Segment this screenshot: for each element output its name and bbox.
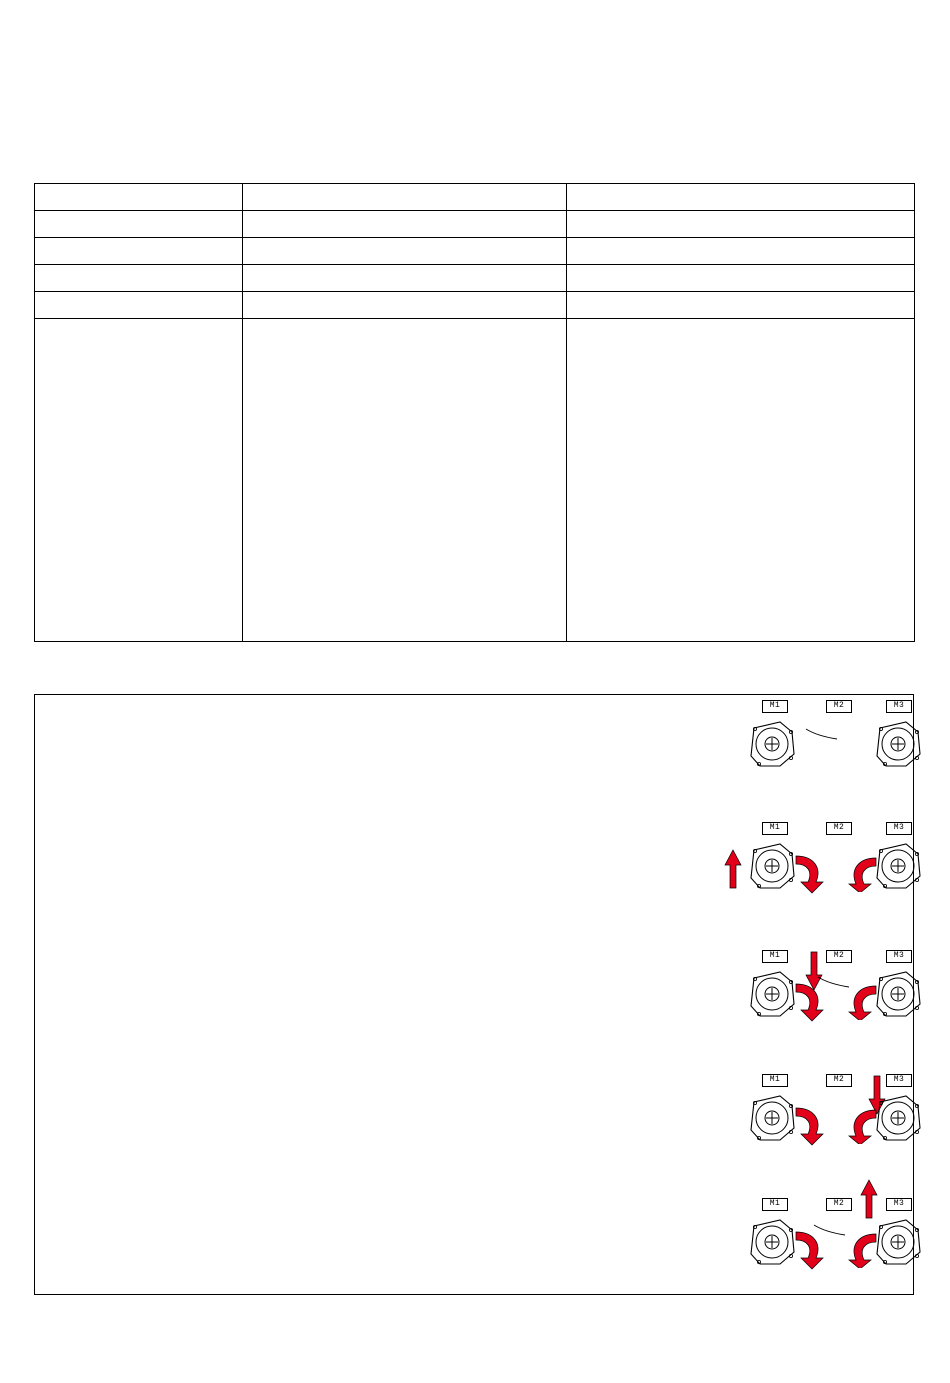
table-cell — [243, 211, 567, 238]
table-cell — [567, 319, 915, 642]
label-m2: M2 — [826, 1074, 852, 1087]
arrow-rotate-cw-icon — [792, 854, 826, 894]
table-cell — [243, 319, 567, 642]
motor-m3-icon — [872, 718, 924, 770]
table-row — [35, 265, 915, 292]
motor-m1-icon — [746, 718, 798, 770]
motor-m1-icon — [746, 1092, 798, 1144]
motor-m3-icon — [872, 1092, 924, 1144]
table-row — [35, 238, 915, 265]
table-cell — [567, 184, 915, 211]
label-m3: M3 — [886, 950, 912, 963]
motor-m3-icon — [872, 968, 924, 1020]
table-cell — [35, 184, 243, 211]
table-cell — [567, 211, 915, 238]
label-m1: M1 — [762, 700, 788, 713]
label-m1: M1 — [762, 822, 788, 835]
table-cell — [35, 319, 243, 642]
table-cell — [567, 238, 915, 265]
label-m1: M1 — [762, 1074, 788, 1087]
label-m3: M3 — [886, 700, 912, 713]
table-cell — [35, 265, 243, 292]
label-m2: M2 — [826, 950, 852, 963]
motor-m3-icon — [872, 840, 924, 892]
table-cell — [35, 238, 243, 265]
specification-table — [34, 183, 915, 642]
table-cell — [243, 292, 567, 319]
motor-m1-icon — [746, 1216, 798, 1268]
arrow-rotate-cw-icon — [792, 1106, 826, 1146]
table-cell — [243, 265, 567, 292]
arrow-up-icon — [858, 1178, 880, 1220]
table-cell — [567, 292, 915, 319]
motor-m1-icon — [746, 968, 798, 1020]
label-m1: M1 — [762, 1198, 788, 1211]
table-cell — [567, 265, 915, 292]
label-m2: M2 — [826, 822, 852, 835]
table-row — [35, 292, 915, 319]
motor-m3-icon — [872, 1216, 924, 1268]
figure-state-neutral — [700, 698, 910, 798]
label-m1: M1 — [762, 950, 788, 963]
figure-state-up-m3 — [700, 1196, 910, 1296]
connector-line — [804, 726, 840, 742]
table-cell — [243, 238, 567, 265]
table-row — [35, 184, 915, 211]
label-m3: M3 — [886, 1074, 912, 1087]
table-cell — [35, 211, 243, 238]
table-cell — [35, 292, 243, 319]
arrow-rotate-cw-icon — [792, 982, 826, 1022]
arrow-rotate-cw-icon — [792, 1230, 826, 1270]
label-m3: M3 — [886, 822, 912, 835]
table-cell — [243, 184, 567, 211]
label-m3: M3 — [886, 1198, 912, 1211]
table-row — [35, 211, 915, 238]
figure-state-down-m2 — [700, 948, 910, 1048]
arrow-up-icon — [722, 848, 744, 890]
motor-m1-icon — [746, 840, 798, 892]
table-row — [35, 319, 915, 642]
figure-state-up — [700, 820, 910, 920]
label-m2: M2 — [826, 700, 852, 713]
label-m2: M2 — [826, 1198, 852, 1211]
figure-state-down-m3 — [700, 1072, 910, 1172]
